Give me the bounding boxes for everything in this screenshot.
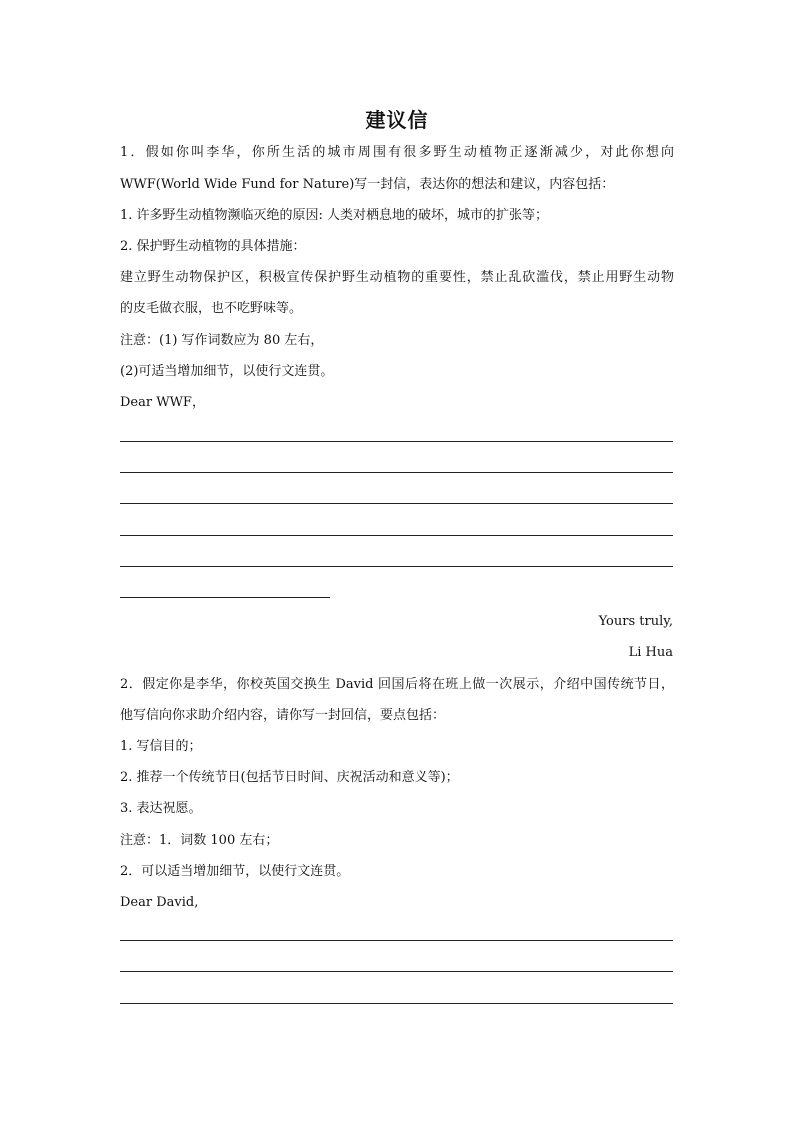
q1-prompt-line-2: WWF(World Wide Fund for Nature)写一封信，表达你的想法和建议，内容包括： <box>120 177 615 192</box>
q2-writing-line <box>120 1003 673 1004</box>
q1-greeting: Dear WWF， <box>120 395 205 410</box>
q1-signature: Li Hua <box>628 645 673 660</box>
q2-point-1: 1. 写信目的； <box>120 739 202 754</box>
q2-writing-line <box>120 971 673 972</box>
q1-writing-line <box>120 503 673 504</box>
q1-prompt-line-1: 1．假如你叫李华，你所生活的城市周围有很多野生动植物正逐渐减少，对此你想向 <box>120 145 674 160</box>
q1-measures-line-2: 的皮毛做衣服，也不吃野味等。 <box>120 301 303 316</box>
q2-greeting: Dear David, <box>120 895 199 910</box>
q1-writing-line <box>120 566 673 567</box>
q2-point-3: 3. 表达祝愿。 <box>120 801 202 816</box>
q1-writing-line <box>120 441 673 442</box>
q1-closing: Yours truly, <box>598 614 673 629</box>
q1-writing-line <box>120 472 673 473</box>
q1-measures-line-1: 建立野生动物保护区，积极宣传保护野生动植物的重要性，禁止乱砍滥伐，禁止用野生动物 <box>120 270 674 285</box>
q2-writing-line <box>120 940 673 941</box>
q2-prompt-line-1: 2．假定你是李华，你校英国交换生 David 回国后将在班上做一次展示，介绍中国传统节日， <box>120 677 674 692</box>
q1-note-1: 注意：(1) 写作词数应为 80 左右， <box>120 333 324 348</box>
q2-note-1: 注意：1．词数 100 左右； <box>120 833 279 848</box>
q1-point-2: 2. 保护野生动植物的具体措施： <box>120 239 306 254</box>
q1-writing-line-short <box>120 597 330 598</box>
q2-prompt-line-2: 他写信向你求助介绍内容，请你写一封回信，要点包括： <box>120 708 446 723</box>
q1-point-1: 1. 许多野生动植物濒临灭绝的原因: 人类对栖息地的破坏，城市的扩张等； <box>120 208 549 223</box>
q1-writing-line <box>120 535 673 536</box>
q2-note-2: 2．可以适当增加细节，以使行文连贯。 <box>120 864 350 879</box>
document-title: 建议信 <box>365 108 429 132</box>
q1-note-2: (2)可适当增加细节，以使行文连贯。 <box>120 364 334 379</box>
q2-point-2: 2. 推荐一个传统节日(包括节日时间、庆祝活动和意义等)； <box>120 770 459 785</box>
